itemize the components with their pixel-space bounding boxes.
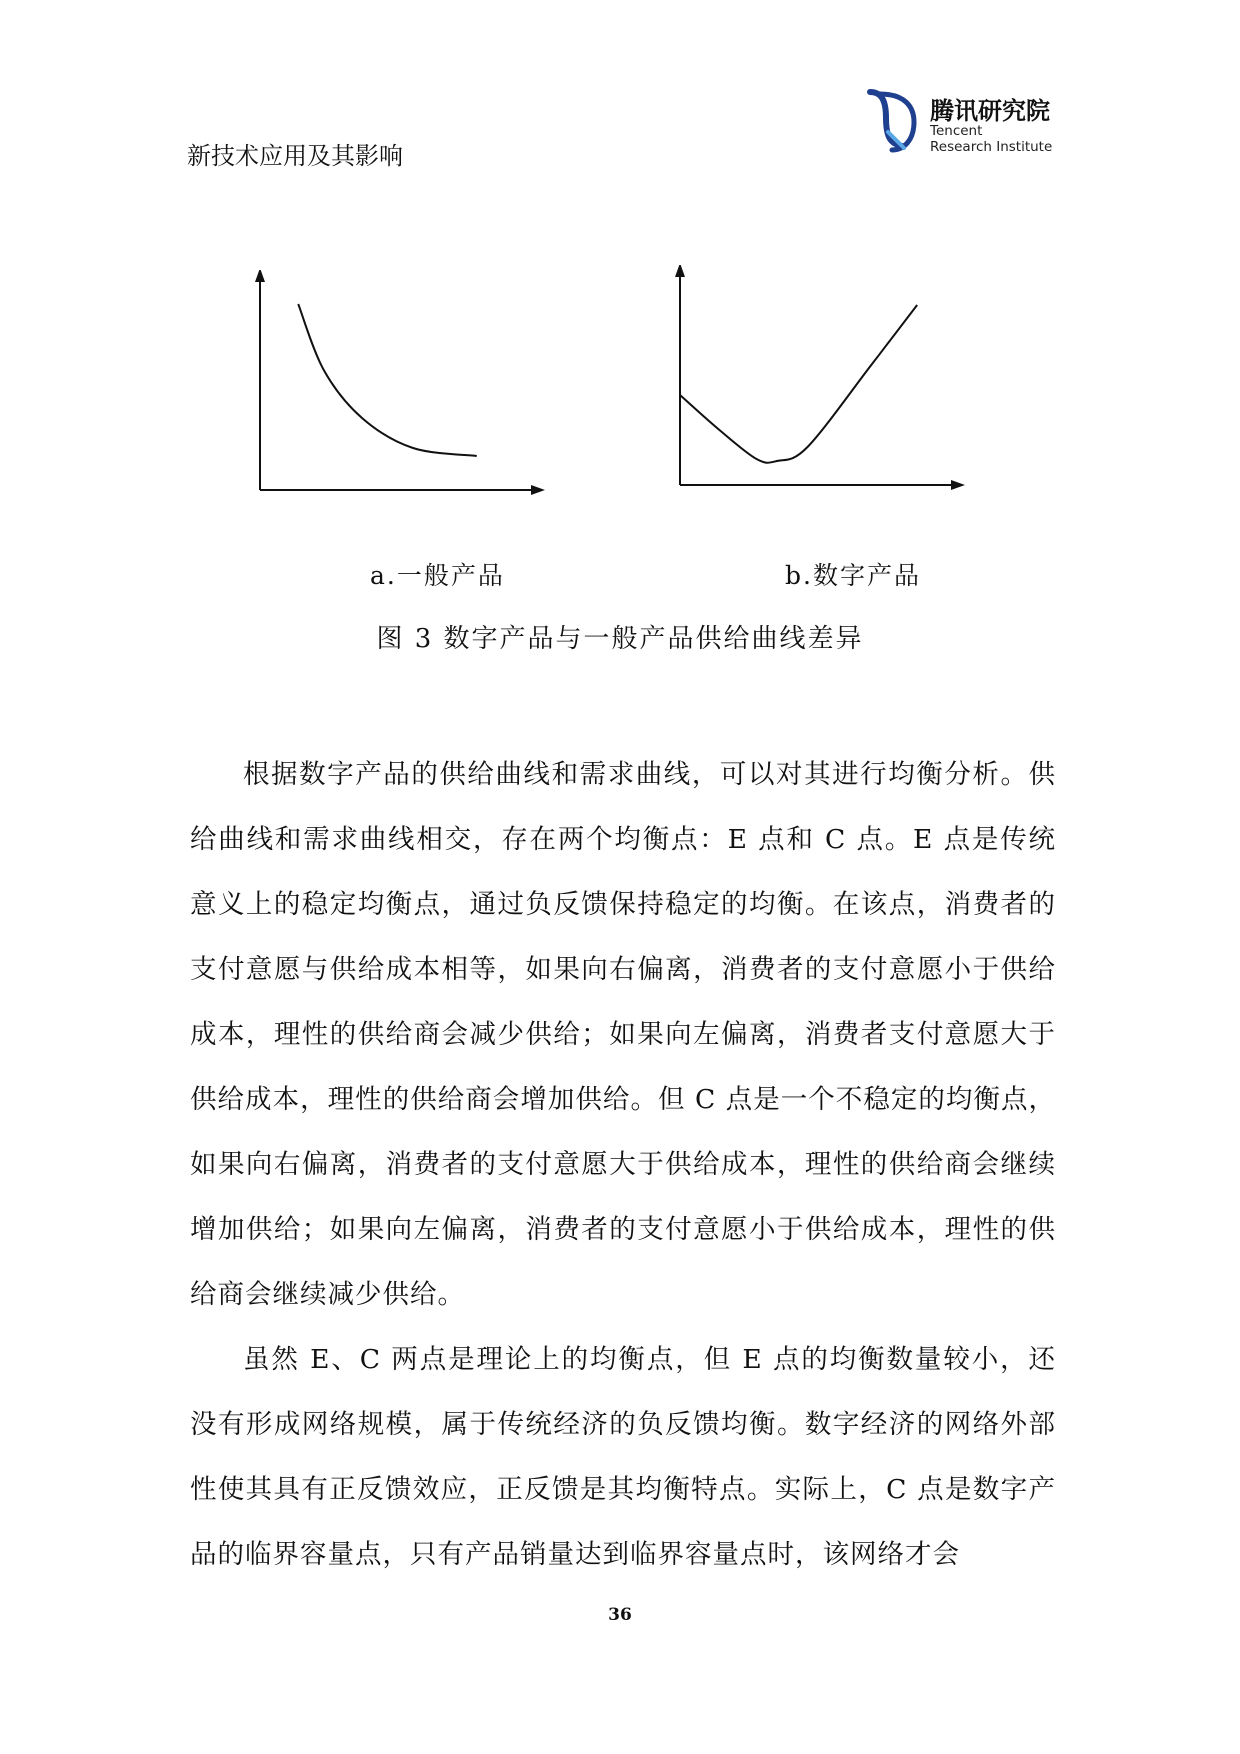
chart-label-general-product: a.一般产品 [370, 561, 505, 590]
paragraph-2: 虽然 E、C 两点是理论上的均衡点，但 E 点的均衡数量较小，还没有形成网络规模，属于传统经济的负反馈均衡。数字经济的网络外部性使其具有正反馈效应，正反馈是其均衡特点。实际上，C 点是数字产品的临界容量点，只有产品销量达到临界容量点时，该网络才会 [190, 1344, 1056, 1570]
tencent-research-logo [860, 88, 1060, 160]
chart-a-y-axis-arrow [255, 270, 265, 282]
chart-a-supply-curve-0 [298, 304, 477, 456]
logo-name-en-line2: Research Institute [930, 139, 1053, 155]
chart-general-product [240, 270, 560, 520]
body-text [190, 742, 1056, 1587]
chart-digital-product [660, 265, 980, 515]
logo-name-en-line1: Tencent [930, 123, 983, 139]
logo-name-cn: 腾讯研究院 [930, 97, 1050, 125]
chart-b-y-axis-arrow [675, 265, 685, 277]
logo-mark-icon [860, 88, 922, 154]
chart-b-x-axis-arrow [951, 480, 965, 490]
page-number: 36 [608, 1605, 632, 1625]
paragraph-1: 根据数字产品的供给曲线和需求曲线，可以对其进行均衡分析。供给曲线和需求曲线相交，存在两个均衡点：E 点和 C 点。E 点是传统意义上的稳定均衡点，通过负反馈保持稳定的均衡。在该点，消费者的支付意愿与供给成本相等，如果向右偏离，消费者的支付意愿小于供给成本，理性的供给商会减少供给；如果向左偏离，消费者支付意愿大于供给成本，理性的供给商会增加供给。但 C 点是一个不稳定的均衡点，如果向右偏离，消费者的支付意愿大于供给成本，理性的供给商会继续增加供给；如果向左偏离，消费者的支付意愿小于供给成本，理性的供给商会继续减少供给。 [190, 759, 1056, 1310]
chart-label-digital-product: b.数字产品 [785, 561, 921, 590]
chart-a-x-axis-arrow [531, 485, 545, 495]
figure-caption: 图 3 数字产品与一般产品供给曲线差异 [376, 624, 864, 654]
chart-b-supply-curve-0 [680, 305, 917, 463]
document-title: 新技术应用及其影响 [187, 142, 403, 170]
logo-name-en [930, 123, 1052, 155]
